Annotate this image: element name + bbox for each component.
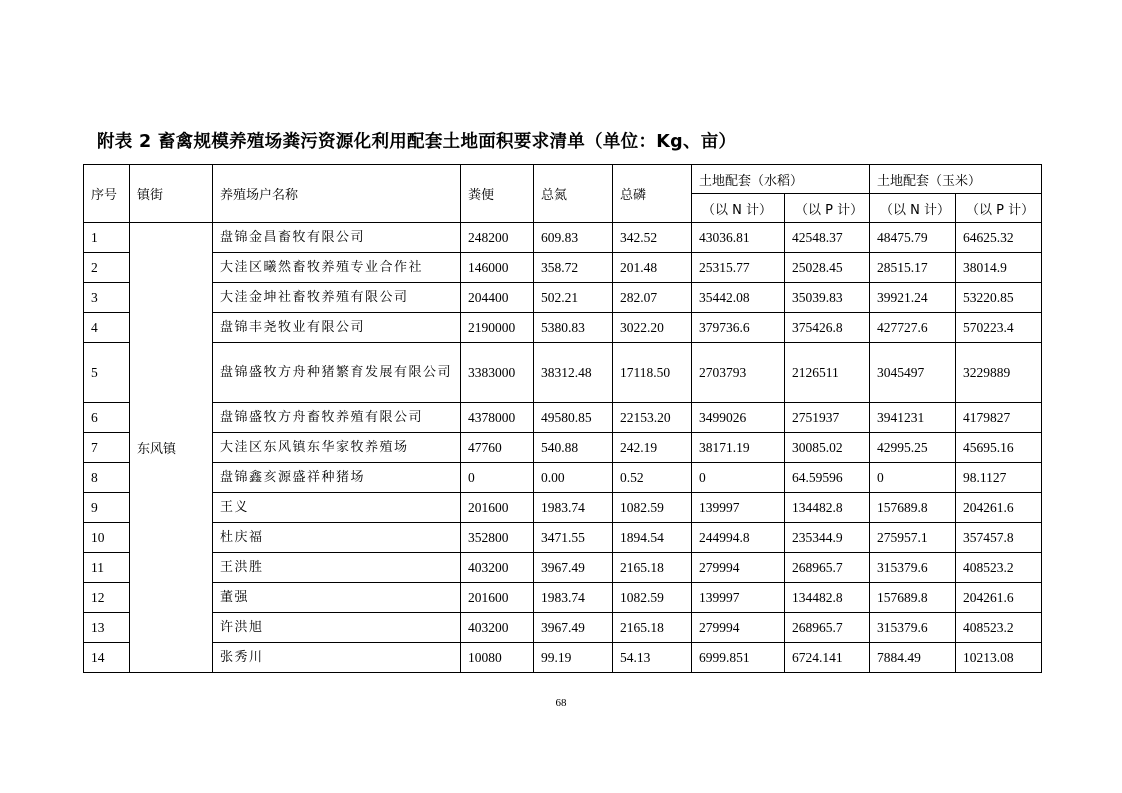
corn_p-cell: 64625.32: [956, 223, 1042, 253]
rice_n-cell: 3499026: [692, 403, 785, 433]
farm-name-cell: 大洼区东风镇东华家牧养殖场: [213, 433, 461, 463]
rice_p-cell: 268965.7: [785, 613, 870, 643]
nitrogen-cell: 3967.49: [534, 553, 613, 583]
no-cell: 8: [84, 463, 130, 493]
rice_p-cell: 268965.7: [785, 553, 870, 583]
table-row: [84, 343, 1042, 403]
rice_n-cell: 35442.08: [692, 283, 785, 313]
corn_n-cell: 157689.8: [870, 493, 956, 523]
table-row: [84, 283, 1042, 313]
farm-name-cell: 盘锦盛牧方舟种猪繁育发展有限公司: [213, 343, 461, 403]
phosphorus-cell: 1082.59: [613, 493, 692, 523]
phosphorus-cell: 282.07: [613, 283, 692, 313]
corn_n-cell: 3045497: [870, 343, 956, 403]
farm-name-cell: 张秀川: [213, 643, 461, 673]
table-row: [84, 433, 1042, 463]
manure-cell: 0: [461, 463, 534, 493]
corn_p-cell: 570223.4: [956, 313, 1042, 343]
nitrogen-cell: 5380.83: [534, 313, 613, 343]
no-cell: 14: [84, 643, 130, 673]
corn_n-cell: 427727.6: [870, 313, 956, 343]
corn_n-cell: 48475.79: [870, 223, 956, 253]
corn_n-cell: 0: [870, 463, 956, 493]
nitrogen-cell: 3967.49: [534, 613, 613, 643]
nitrogen-cell: 358.72: [534, 253, 613, 283]
corn_n-cell: 3941231: [870, 403, 956, 433]
table-title: 附表 2 畜禽规模养殖场粪污资源化利用配套土地面积要求清单（单位：Kg、亩）: [97, 132, 737, 152]
phosphorus-cell: 342.52: [613, 223, 692, 253]
corn_n-cell: 157689.8: [870, 583, 956, 613]
corn_p-cell: 53220.85: [956, 283, 1042, 313]
rice_n-cell: 139997: [692, 493, 785, 523]
manure-cell: 4378000: [461, 403, 534, 433]
manure-cell: 47760: [461, 433, 534, 463]
rice_p-cell: 375426.8: [785, 313, 870, 343]
nitrogen-cell: 38312.48: [534, 343, 613, 403]
corn_p-cell: 45695.16: [956, 433, 1042, 463]
header-farm-name: 养殖场户名称: [213, 165, 461, 223]
farm-name-cell: 董强: [213, 583, 461, 613]
rice_p-cell: 2751937: [785, 403, 870, 433]
header-land-corn: 土地配套（玉米）: [870, 165, 1042, 194]
header-manure: 粪便: [461, 165, 534, 223]
corn_p-cell: 98.1127: [956, 463, 1042, 493]
nitrogen-cell: 3471.55: [534, 523, 613, 553]
corn_p-cell: 357457.8: [956, 523, 1042, 553]
corn_p-cell: 10213.08: [956, 643, 1042, 673]
manure-cell: 201600: [461, 493, 534, 523]
farm-name-cell: 盘锦金昌畜牧有限公司: [213, 223, 461, 253]
rice_n-cell: 244994.8: [692, 523, 785, 553]
town-cell: 东风镇: [130, 223, 213, 673]
table-row: [84, 613, 1042, 643]
farm-name-cell: 王义: [213, 493, 461, 523]
rice_p-cell: 35039.83: [785, 283, 870, 313]
no-cell: 3: [84, 283, 130, 313]
manure-cell: 146000: [461, 253, 534, 283]
corn_p-cell: 204261.6: [956, 493, 1042, 523]
nitrogen-cell: 49580.85: [534, 403, 613, 433]
phosphorus-cell: 2165.18: [613, 553, 692, 583]
table-row: [84, 463, 1042, 493]
header-land-rice: 土地配套（水稻）: [692, 165, 870, 194]
phosphorus-cell: 22153.20: [613, 403, 692, 433]
nitrogen-cell: 540.88: [534, 433, 613, 463]
table-row: [84, 643, 1042, 673]
no-cell: 1: [84, 223, 130, 253]
table-row: [84, 553, 1042, 583]
manure-cell: 403200: [461, 613, 534, 643]
farm-name-cell: 许洪旭: [213, 613, 461, 643]
rice_n-cell: 379736.6: [692, 313, 785, 343]
nitrogen-cell: 502.21: [534, 283, 613, 313]
header-rice-by-p: （以 P 计）: [785, 194, 870, 223]
table-row: [84, 523, 1042, 553]
table-row: [84, 223, 1042, 253]
phosphorus-cell: 1082.59: [613, 583, 692, 613]
phosphorus-cell: 54.13: [613, 643, 692, 673]
table-row: [84, 253, 1042, 283]
rice_n-cell: 279994: [692, 613, 785, 643]
no-cell: 12: [84, 583, 130, 613]
phosphorus-cell: 242.19: [613, 433, 692, 463]
header-no: 序号: [84, 165, 130, 223]
farm-name-cell: 大洼区曦然畜牧养殖专业合作社: [213, 253, 461, 283]
phosphorus-cell: 1894.54: [613, 523, 692, 553]
manure-cell: 2190000: [461, 313, 534, 343]
header-town: 镇街: [130, 165, 213, 223]
manure-cell: 3383000: [461, 343, 534, 403]
phosphorus-cell: 2165.18: [613, 613, 692, 643]
phosphorus-cell: 3022.20: [613, 313, 692, 343]
table-row: [84, 583, 1042, 613]
farm-name-cell: 盘锦丰尧牧业有限公司: [213, 313, 461, 343]
rice_p-cell: 235344.9: [785, 523, 870, 553]
rice_p-cell: 42548.37: [785, 223, 870, 253]
no-cell: 4: [84, 313, 130, 343]
corn_p-cell: 408523.2: [956, 553, 1042, 583]
manure-cell: 204400: [461, 283, 534, 313]
nitrogen-cell: 99.19: [534, 643, 613, 673]
page-number: 68: [555, 697, 567, 709]
corn_p-cell: 204261.6: [956, 583, 1042, 613]
header-corn-by-n: （以 N 计）: [870, 194, 956, 223]
header-rice-by-n: （以 N 计）: [692, 194, 785, 223]
nitrogen-cell: 0.00: [534, 463, 613, 493]
corn_p-cell: 38014.9: [956, 253, 1042, 283]
rice_n-cell: 139997: [692, 583, 785, 613]
corn_n-cell: 275957.1: [870, 523, 956, 553]
rice_n-cell: 0: [692, 463, 785, 493]
phosphorus-cell: 0.52: [613, 463, 692, 493]
header-nitrogen: 总氮: [534, 165, 613, 223]
no-cell: 7: [84, 433, 130, 463]
corn_p-cell: 408523.2: [956, 613, 1042, 643]
rice_p-cell: 30085.02: [785, 433, 870, 463]
nitrogen-cell: 1983.74: [534, 583, 613, 613]
rice_n-cell: 2703793: [692, 343, 785, 403]
farm-name-cell: 大洼金坤社畜牧养殖有限公司: [213, 283, 461, 313]
rice_p-cell: 134482.8: [785, 493, 870, 523]
corn_n-cell: 7884.49: [870, 643, 956, 673]
corn_n-cell: 28515.17: [870, 253, 956, 283]
rice_n-cell: 38171.19: [692, 433, 785, 463]
rice_p-cell: 134482.8: [785, 583, 870, 613]
nitrogen-cell: 609.83: [534, 223, 613, 253]
corn_p-cell: 4179827: [956, 403, 1042, 433]
rice_p-cell: 2126511: [785, 343, 870, 403]
phosphorus-cell: 17118.50: [613, 343, 692, 403]
table-row: [84, 493, 1042, 523]
rice_n-cell: 6999.851: [692, 643, 785, 673]
no-cell: 10: [84, 523, 130, 553]
no-cell: 6: [84, 403, 130, 433]
manure-cell: 10080: [461, 643, 534, 673]
table-row: [84, 313, 1042, 343]
rice_n-cell: 279994: [692, 553, 785, 583]
manure-cell: 201600: [461, 583, 534, 613]
land-requirement-table: [83, 164, 1042, 673]
corn_n-cell: 315379.6: [870, 553, 956, 583]
nitrogen-cell: 1983.74: [534, 493, 613, 523]
table-row: [84, 403, 1042, 433]
farm-name-cell: 王洪胜: [213, 553, 461, 583]
no-cell: 5: [84, 343, 130, 403]
corn_p-cell: 3229889: [956, 343, 1042, 403]
manure-cell: 248200: [461, 223, 534, 253]
farm-name-cell: 盘锦盛牧方舟畜牧养殖有限公司: [213, 403, 461, 433]
farm-name-cell: 盘锦鑫亥源盛祥种猪场: [213, 463, 461, 493]
no-cell: 13: [84, 613, 130, 643]
rice_n-cell: 25315.77: [692, 253, 785, 283]
rice_p-cell: 6724.141: [785, 643, 870, 673]
header-corn-by-p: （以 P 计）: [956, 194, 1042, 223]
no-cell: 9: [84, 493, 130, 523]
no-cell: 11: [84, 553, 130, 583]
corn_n-cell: 315379.6: [870, 613, 956, 643]
manure-cell: 403200: [461, 553, 534, 583]
table-body: [84, 223, 1042, 673]
phosphorus-cell: 201.48: [613, 253, 692, 283]
no-cell: 2: [84, 253, 130, 283]
rice_p-cell: 25028.45: [785, 253, 870, 283]
rice_n-cell: 43036.81: [692, 223, 785, 253]
header-phosphorus: 总磷: [613, 165, 692, 223]
corn_n-cell: 42995.25: [870, 433, 956, 463]
rice_p-cell: 64.59596: [785, 463, 870, 493]
corn_n-cell: 39921.24: [870, 283, 956, 313]
farm-name-cell: 杜庆福: [213, 523, 461, 553]
manure-cell: 352800: [461, 523, 534, 553]
